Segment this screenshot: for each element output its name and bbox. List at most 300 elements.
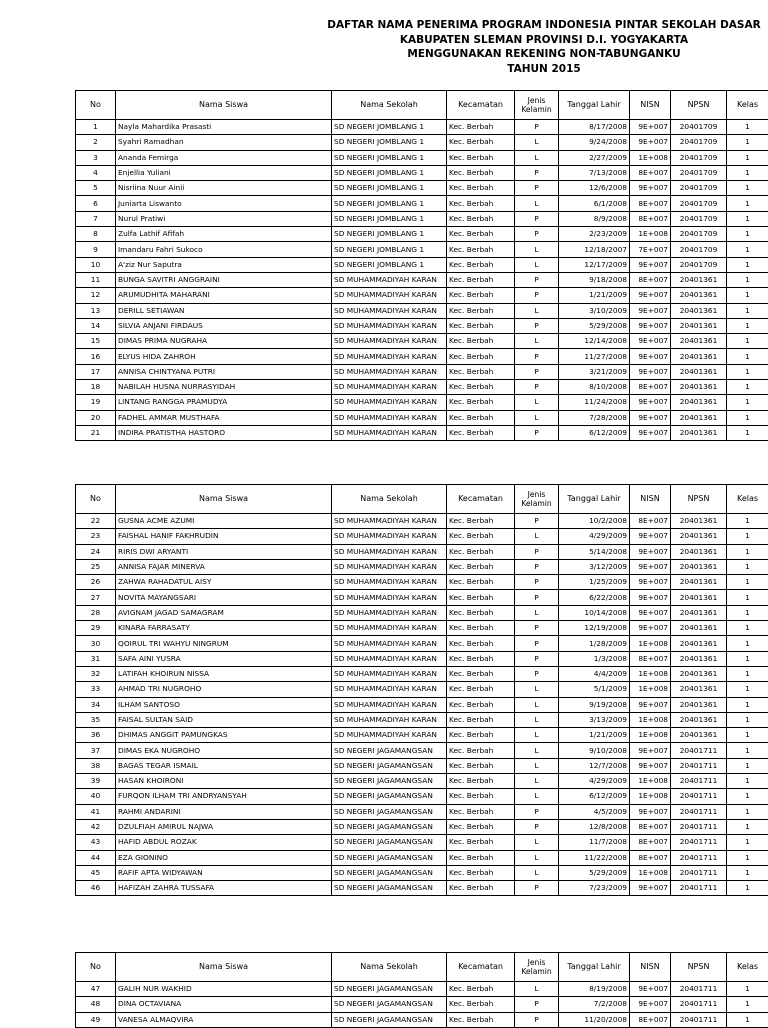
cell-npsn: 20401361: [671, 514, 727, 529]
cell-kecamatan: Kec. Berbah: [447, 575, 515, 590]
table-row: [76, 196, 768, 211]
cell-jenis-kelamin: L: [515, 865, 559, 880]
cell-tanggal-lahir: 7/13/2008: [559, 165, 630, 180]
cell-npsn: 20401709: [671, 211, 727, 226]
cell-nisn: 1E+008: [630, 636, 671, 651]
cell-kecamatan: Kec. Berbah: [447, 666, 515, 681]
table-row: [76, 743, 768, 758]
cell-npsn: 20401361: [671, 605, 727, 620]
cell-jenis-kelamin: P: [515, 621, 559, 636]
cell-npsn: 20401361: [671, 559, 727, 574]
cell-npsn: 20401361: [671, 590, 727, 605]
cell-kecamatan: Kec. Berbah: [447, 272, 515, 287]
cell-no: 26: [76, 575, 116, 590]
cell-nama-siswa: RAFIF APTA WIDYAWAN: [116, 865, 332, 880]
title-line-4: TAHUN 2015: [320, 62, 768, 77]
cell-nama-siswa: NABILAH HUSNA NURRASYIDAH: [116, 380, 332, 395]
cell-nama-sekolah: SD NEGERI JAGAMANGSAN: [332, 865, 447, 880]
cell-kelas: 1: [727, 789, 768, 804]
cell-nama-sekolah: SD MUHAMMADIYAH KARAN: [332, 636, 447, 651]
cell-npsn: 20401711: [671, 743, 727, 758]
cell-nisn: 8E+007: [630, 651, 671, 666]
cell-tanggal-lahir: 2/27/2009: [559, 150, 630, 165]
col-header-kecamatan: Kecamatan: [447, 485, 515, 514]
cell-no: 25: [76, 559, 116, 574]
cell-kelas: 1: [727, 636, 768, 651]
cell-jenis-kelamin: L: [515, 303, 559, 318]
cell-kelas: 1: [727, 196, 768, 211]
cell-nama-siswa: Imandaru Fahri Sukoco: [116, 242, 332, 257]
cell-kecamatan: Kec. Berbah: [447, 364, 515, 379]
cell-nama-siswa: HAFID ABDUL ROZAK: [116, 835, 332, 850]
cell-tanggal-lahir: 11/27/2008: [559, 349, 630, 364]
cell-kelas: 1: [727, 997, 768, 1012]
cell-nama-sekolah: SD MUHAMMADIYAH KARAN: [332, 529, 447, 544]
cell-kecamatan: Kec. Berbah: [447, 529, 515, 544]
cell-npsn: 20401711: [671, 865, 727, 880]
cell-nama-sekolah: SD NEGERI JOMBLANG 1: [332, 150, 447, 165]
table-row: [76, 865, 768, 880]
table-row: [76, 728, 768, 743]
cell-nama-sekolah: SD MUHAMMADIYAH KARAN: [332, 364, 447, 379]
cell-nama-sekolah: SD MUHAMMADIYAH KARAN: [332, 303, 447, 318]
cell-kelas: 1: [727, 165, 768, 180]
col-header-nisn: NISN: [630, 485, 671, 514]
cell-kecamatan: Kec. Berbah: [447, 743, 515, 758]
cell-nama-sekolah: SD NEGERI JOMBLANG 1: [332, 257, 447, 272]
cell-jenis-kelamin: P: [515, 364, 559, 379]
cell-nama-sekolah: SD NEGERI JAGAMANGSAN: [332, 997, 447, 1012]
cell-nisn: 9E+007: [630, 559, 671, 574]
cell-tanggal-lahir: 10/2/2008: [559, 514, 630, 529]
cell-jenis-kelamin: P: [515, 211, 559, 226]
cell-no: 34: [76, 697, 116, 712]
cell-nama-siswa: ELYUS HIDA ZAHROH: [116, 349, 332, 364]
cell-no: 20: [76, 410, 116, 425]
cell-nama-sekolah: SD MUHAMMADIYAH KARAN: [332, 272, 447, 287]
table-row: [76, 697, 768, 712]
cell-nama-sekolah: SD NEGERI JAGAMANGSAN: [332, 789, 447, 804]
table-row: [76, 982, 768, 997]
table-row: [76, 575, 768, 590]
col-header-kecamatan: Kecamatan: [447, 91, 515, 120]
cell-tanggal-lahir: 12/17/2009: [559, 257, 630, 272]
cell-nama-siswa: A'ziz Nur Saputra: [116, 257, 332, 272]
cell-no: 37: [76, 743, 116, 758]
cell-nisn: 8E+007: [630, 211, 671, 226]
cell-jenis-kelamin: L: [515, 728, 559, 743]
cell-nama-sekolah: SD NEGERI JAGAMANGSAN: [332, 850, 447, 865]
cell-nama-siswa: BAGAS TEGAR ISMAIL: [116, 758, 332, 773]
cell-kelas: 1: [727, 364, 768, 379]
col-header-jenis-kelamin: Jenis Kelamin: [515, 485, 559, 514]
header-row: [76, 953, 768, 982]
cell-kecamatan: Kec. Berbah: [447, 150, 515, 165]
table-row: [76, 380, 768, 395]
cell-kecamatan: Kec. Berbah: [447, 349, 515, 364]
cell-tanggal-lahir: 12/8/2008: [559, 819, 630, 834]
cell-nama-siswa: Nayla Mahardika Prasasti: [116, 120, 332, 135]
cell-tanggal-lahir: 12/14/2008: [559, 334, 630, 349]
cell-nama-sekolah: SD NEGERI JOMBLANG 1: [332, 227, 447, 242]
cell-nama-sekolah: SD MUHAMMADIYAH KARAN: [332, 651, 447, 666]
cell-jenis-kelamin: P: [515, 425, 559, 440]
cell-kelas: 1: [727, 514, 768, 529]
table-row: [76, 666, 768, 681]
cell-no: 22: [76, 514, 116, 529]
cell-no: 16: [76, 349, 116, 364]
cell-jenis-kelamin: P: [515, 544, 559, 559]
cell-kecamatan: Kec. Berbah: [447, 774, 515, 789]
cell-nama-sekolah: SD MUHAMMADIYAH KARAN: [332, 544, 447, 559]
cell-nama-sekolah: SD MUHAMMADIYAH KARAN: [332, 425, 447, 440]
cell-tanggal-lahir: 9/18/2008: [559, 272, 630, 287]
cell-npsn: 20401709: [671, 135, 727, 150]
table-row: [76, 514, 768, 529]
cell-nama-sekolah: SD NEGERI JAGAMANGSAN: [332, 982, 447, 997]
cell-kecamatan: Kec. Berbah: [447, 196, 515, 211]
cell-kelas: 1: [727, 682, 768, 697]
cell-nisn: 8E+007: [630, 514, 671, 529]
cell-tanggal-lahir: 12/19/2008: [559, 621, 630, 636]
cell-nama-sekolah: SD NEGERI JAGAMANGSAN: [332, 758, 447, 773]
cell-kecamatan: Kec. Berbah: [447, 728, 515, 743]
table-row: [76, 211, 768, 226]
cell-kelas: 1: [727, 666, 768, 681]
col-header-nama-siswa: Nama Siswa: [116, 91, 332, 120]
cell-no: 31: [76, 651, 116, 666]
cell-tanggal-lahir: 6/12/2009: [559, 425, 630, 440]
cell-nama-siswa: FURQON ILHAM TRI ANDRYANSYAH: [116, 789, 332, 804]
cell-jenis-kelamin: L: [515, 257, 559, 272]
cell-kelas: 1: [727, 865, 768, 880]
cell-nisn: 9E+007: [630, 181, 671, 196]
cell-nisn: 9E+007: [630, 120, 671, 135]
cell-tanggal-lahir: 7/2/2008: [559, 997, 630, 1012]
cell-nisn: 8E+007: [630, 850, 671, 865]
cell-kelas: 1: [727, 835, 768, 850]
cell-tanggal-lahir: 4/4/2009: [559, 666, 630, 681]
cell-nama-sekolah: SD MUHAMMADIYAH KARAN: [332, 712, 447, 727]
cell-no: 6: [76, 196, 116, 211]
cell-jenis-kelamin: L: [515, 982, 559, 997]
cell-kecamatan: Kec. Berbah: [447, 982, 515, 997]
col-header-nisn: NISN: [630, 953, 671, 982]
cell-kecamatan: Kec. Berbah: [447, 288, 515, 303]
cell-nama-sekolah: SD NEGERI JOMBLANG 1: [332, 135, 447, 150]
cell-nisn: 9E+007: [630, 425, 671, 440]
title-line-2: KABUPATEN SLEMAN PROVINSI D.I. YOGYAKARTA: [320, 33, 768, 48]
cell-npsn: 20401361: [671, 666, 727, 681]
cell-nama-sekolah: SD MUHAMMADIYAH KARAN: [332, 349, 447, 364]
cell-kelas: 1: [727, 318, 768, 333]
cell-nisn: 9E+007: [630, 288, 671, 303]
cell-tanggal-lahir: 6/12/2009: [559, 789, 630, 804]
cell-jenis-kelamin: P: [515, 318, 559, 333]
cell-jenis-kelamin: P: [515, 636, 559, 651]
cell-kelas: 1: [727, 544, 768, 559]
cell-nama-siswa: HASAN KHOIRONI: [116, 774, 332, 789]
cell-jenis-kelamin: L: [515, 410, 559, 425]
cell-tanggal-lahir: 8/19/2008: [559, 982, 630, 997]
cell-nisn: 1E+008: [630, 865, 671, 880]
cell-nama-sekolah: SD MUHAMMADIYAH KARAN: [332, 697, 447, 712]
cell-kelas: 1: [727, 774, 768, 789]
cell-nama-siswa: LINTANG RANGGA PRAMUDYA: [116, 395, 332, 410]
cell-nama-sekolah: SD NEGERI JAGAMANGSAN: [332, 1012, 447, 1027]
cell-npsn: 20401361: [671, 697, 727, 712]
cell-nisn: 9E+007: [630, 364, 671, 379]
cell-npsn: 20401711: [671, 997, 727, 1012]
table-row: [76, 410, 768, 425]
col-header-no: No: [76, 91, 116, 120]
cell-npsn: 20401711: [671, 804, 727, 819]
cell-nama-sekolah: SD MUHAMMADIYAH KARAN: [332, 514, 447, 529]
cell-nama-siswa: DINA OCTAVIANA: [116, 997, 332, 1012]
cell-kelas: 1: [727, 395, 768, 410]
cell-kecamatan: Kec. Berbah: [447, 835, 515, 850]
cell-tanggal-lahir: 8/17/2008: [559, 120, 630, 135]
cell-no: 33: [76, 682, 116, 697]
cell-nama-sekolah: SD MUHAMMADIYAH KARAN: [332, 621, 447, 636]
cell-jenis-kelamin: P: [515, 120, 559, 135]
cell-nisn: 1E+008: [630, 728, 671, 743]
table-row: [76, 881, 768, 896]
cell-jenis-kelamin: P: [515, 819, 559, 834]
table-row: [76, 364, 768, 379]
cell-tanggal-lahir: 9/19/2008: [559, 697, 630, 712]
cell-nama-siswa: ANNISA FAJAR MINERVA: [116, 559, 332, 574]
table-row: [76, 318, 768, 333]
cell-no: 27: [76, 590, 116, 605]
cell-tanggal-lahir: 1/3/2008: [559, 651, 630, 666]
cell-kelas: 1: [727, 334, 768, 349]
cell-no: 18: [76, 380, 116, 395]
cell-kelas: 1: [727, 529, 768, 544]
cell-no: 2: [76, 135, 116, 150]
cell-nama-siswa: ARUMUDHITA MAHARANI: [116, 288, 332, 303]
cell-tanggal-lahir: 5/29/2008: [559, 318, 630, 333]
cell-jenis-kelamin: P: [515, 651, 559, 666]
table-row: [76, 288, 768, 303]
table-row: [76, 682, 768, 697]
cell-kecamatan: Kec. Berbah: [447, 850, 515, 865]
cell-nisn: 8E+007: [630, 196, 671, 211]
cell-npsn: 20401361: [671, 318, 727, 333]
cell-nama-siswa: DIMAS EKA NUGROHO: [116, 743, 332, 758]
cell-tanggal-lahir: 12/7/2008: [559, 758, 630, 773]
cell-nama-sekolah: SD NEGERI JAGAMANGSAN: [332, 881, 447, 896]
cell-jenis-kelamin: P: [515, 165, 559, 180]
cell-npsn: 20401709: [671, 150, 727, 165]
cell-jenis-kelamin: P: [515, 227, 559, 242]
cell-kelas: 1: [727, 743, 768, 758]
cell-no: 32: [76, 666, 116, 681]
cell-tanggal-lahir: 7/23/2009: [559, 881, 630, 896]
cell-kecamatan: Kec. Berbah: [447, 165, 515, 180]
table-row: [76, 712, 768, 727]
cell-nama-siswa: SAFA AINI YUSRA: [116, 651, 332, 666]
cell-jenis-kelamin: L: [515, 850, 559, 865]
cell-jenis-kelamin: P: [515, 288, 559, 303]
cell-kecamatan: Kec. Berbah: [447, 881, 515, 896]
cell-kelas: 1: [727, 697, 768, 712]
cell-kecamatan: Kec. Berbah: [447, 997, 515, 1012]
cell-jenis-kelamin: P: [515, 380, 559, 395]
cell-no: 46: [76, 881, 116, 896]
cell-npsn: 20401711: [671, 835, 727, 850]
cell-nama-siswa: ILHAM SANTOSO: [116, 697, 332, 712]
cell-nisn: 1E+008: [630, 682, 671, 697]
cell-nisn: 9E+007: [630, 349, 671, 364]
table-row: [76, 789, 768, 804]
cell-nama-siswa: QOIRUL TRI WAHYU NINGRUM: [116, 636, 332, 651]
header-row: [76, 485, 768, 514]
cell-nama-siswa: DHIMAS ANGGIT PAMUNGKAS: [116, 728, 332, 743]
cell-nisn: 9E+007: [630, 621, 671, 636]
cell-no: 12: [76, 288, 116, 303]
cell-npsn: 20401361: [671, 364, 727, 379]
cell-nama-siswa: DZULFIAH AMIRUL NAJWA: [116, 819, 332, 834]
cell-nisn: 9E+007: [630, 318, 671, 333]
cell-nama-siswa: NOVITA MAYANGSARI: [116, 590, 332, 605]
cell-nisn: 9E+007: [630, 395, 671, 410]
cell-no: 14: [76, 318, 116, 333]
cell-nisn: 9E+007: [630, 135, 671, 150]
col-header-kelas: Kelas: [727, 91, 768, 120]
cell-no: 45: [76, 865, 116, 880]
cell-npsn: 20401709: [671, 196, 727, 211]
cell-tanggal-lahir: 8/10/2008: [559, 380, 630, 395]
col-header-nama-siswa: Nama Siswa: [116, 953, 332, 982]
cell-nama-siswa: BUNGA SAVITRI ANGGRAINI: [116, 272, 332, 287]
cell-nisn: 9E+007: [630, 410, 671, 425]
table-row: [76, 804, 768, 819]
cell-nisn: 9E+007: [630, 758, 671, 773]
cell-nama-siswa: HAFIZAH ZAHRA TUSSAFA: [116, 881, 332, 896]
cell-kelas: 1: [727, 559, 768, 574]
cell-kelas: 1: [727, 982, 768, 997]
cell-kecamatan: Kec. Berbah: [447, 227, 515, 242]
cell-kecamatan: Kec. Berbah: [447, 789, 515, 804]
cell-nisn: 1E+008: [630, 227, 671, 242]
cell-jenis-kelamin: L: [515, 712, 559, 727]
recipient-table-3: [75, 952, 768, 1028]
cell-npsn: 20401709: [671, 227, 727, 242]
table-row: [76, 590, 768, 605]
cell-nama-siswa: KINARA FARRASATY: [116, 621, 332, 636]
cell-nama-siswa: Zulfa Lathif Afifah: [116, 227, 332, 242]
cell-tanggal-lahir: 3/10/2009: [559, 303, 630, 318]
cell-npsn: 20401709: [671, 181, 727, 196]
cell-jenis-kelamin: L: [515, 743, 559, 758]
cell-jenis-kelamin: L: [515, 242, 559, 257]
cell-tanggal-lahir: 9/24/2008: [559, 135, 630, 150]
cell-kelas: 1: [727, 819, 768, 834]
cell-kelas: 1: [727, 181, 768, 196]
cell-tanggal-lahir: 3/12/2009: [559, 559, 630, 574]
cell-jenis-kelamin: P: [515, 804, 559, 819]
cell-kelas: 1: [727, 590, 768, 605]
cell-tanggal-lahir: 12/18/2007: [559, 242, 630, 257]
cell-npsn: 20401361: [671, 651, 727, 666]
cell-no: 28: [76, 605, 116, 620]
cell-tanggal-lahir: 6/1/2008: [559, 196, 630, 211]
cell-nama-siswa: Ananda Femirga: [116, 150, 332, 165]
cell-no: 8: [76, 227, 116, 242]
col-header-nama-sekolah: Nama Sekolah: [332, 91, 447, 120]
cell-tanggal-lahir: 11/22/2008: [559, 850, 630, 865]
cell-kecamatan: Kec. Berbah: [447, 605, 515, 620]
cell-kelas: 1: [727, 1012, 768, 1027]
cell-tanggal-lahir: 1/21/2009: [559, 288, 630, 303]
cell-jenis-kelamin: L: [515, 529, 559, 544]
cell-kecamatan: Kec. Berbah: [447, 804, 515, 819]
cell-kelas: 1: [727, 651, 768, 666]
cell-kecamatan: Kec. Berbah: [447, 819, 515, 834]
table-row: [76, 227, 768, 242]
cell-nama-siswa: Nisriina Nuur Ainii: [116, 181, 332, 196]
cell-npsn: 20401361: [671, 575, 727, 590]
cell-nisn: 1E+008: [630, 789, 671, 804]
cell-kecamatan: Kec. Berbah: [447, 318, 515, 333]
cell-kecamatan: Kec. Berbah: [447, 1012, 515, 1027]
cell-npsn: 20401361: [671, 544, 727, 559]
cell-jenis-kelamin: L: [515, 774, 559, 789]
cell-nisn: 8E+007: [630, 819, 671, 834]
cell-nama-siswa: FAISHAL HANIF FAKHRUDIN: [116, 529, 332, 544]
col-header-tanggal-lahir: Tanggal Lahir: [559, 485, 630, 514]
cell-npsn: 20401361: [671, 529, 727, 544]
cell-tanggal-lahir: 3/13/2009: [559, 712, 630, 727]
cell-npsn: 20401711: [671, 819, 727, 834]
cell-nisn: 9E+007: [630, 804, 671, 819]
cell-no: 9: [76, 242, 116, 257]
cell-kecamatan: Kec. Berbah: [447, 544, 515, 559]
col-header-no: No: [76, 953, 116, 982]
cell-kecamatan: Kec. Berbah: [447, 257, 515, 272]
cell-no: 17: [76, 364, 116, 379]
cell-tanggal-lahir: 1/28/2009: [559, 636, 630, 651]
cell-nisn: 1E+008: [630, 712, 671, 727]
cell-no: 13: [76, 303, 116, 318]
cell-kelas: 1: [727, 227, 768, 242]
cell-no: 23: [76, 529, 116, 544]
table-row: [76, 529, 768, 544]
cell-npsn: 20401709: [671, 120, 727, 135]
col-header-npsn: NPSN: [671, 485, 727, 514]
cell-kelas: 1: [727, 712, 768, 727]
cell-npsn: 20401709: [671, 165, 727, 180]
cell-kelas: 1: [727, 621, 768, 636]
cell-no: 39: [76, 774, 116, 789]
col-header-kelas: Kelas: [727, 485, 768, 514]
cell-no: 30: [76, 636, 116, 651]
cell-tanggal-lahir: 5/1/2009: [559, 682, 630, 697]
cell-jenis-kelamin: P: [515, 514, 559, 529]
cell-nama-sekolah: SD MUHAMMADIYAH KARAN: [332, 410, 447, 425]
cell-kecamatan: Kec. Berbah: [447, 181, 515, 196]
cell-tanggal-lahir: 7/28/2008: [559, 410, 630, 425]
cell-nama-sekolah: SD NEGERI JAGAMANGSAN: [332, 743, 447, 758]
cell-nama-sekolah: SD MUHAMMADIYAH KARAN: [332, 590, 447, 605]
cell-npsn: 20401361: [671, 728, 727, 743]
cell-npsn: 20401361: [671, 303, 727, 318]
cell-npsn: 20401711: [671, 758, 727, 773]
cell-jenis-kelamin: P: [515, 181, 559, 196]
cell-nama-sekolah: SD MUHAMMADIYAH KARAN: [332, 575, 447, 590]
cell-nama-sekolah: SD NEGERI JOMBLANG 1: [332, 181, 447, 196]
